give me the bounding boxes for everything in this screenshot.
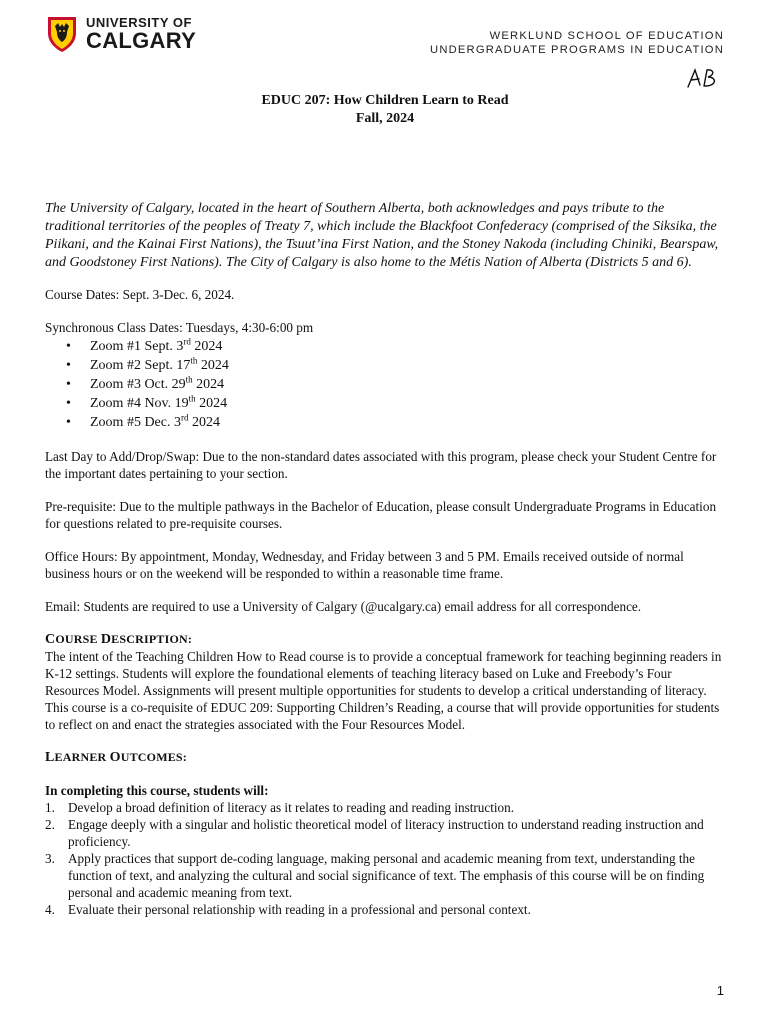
university-crest-icon [46, 15, 78, 53]
course-dates: Course Dates: Sept. 3-Dec. 6, 2024. [45, 287, 235, 302]
course-term: Fall, 2024 [355, 111, 415, 126]
last-day-add-drop: Last Day to Add/Drop/Swap: Due to the non-standard dates associated with this program, please check your Student Centre for the important dates pertaining to your section. [45, 449, 717, 481]
bullet-icon: • [66, 396, 71, 411]
bullet-icon: • [66, 339, 71, 354]
bullet-icon: • [66, 415, 71, 430]
logo-line-1: UNIVERSITY OF [86, 15, 192, 30]
school-name [430, 29, 724, 57]
course-title [0, 92, 770, 128]
page-number: 1 [716, 983, 724, 998]
school-line-1: WERKLUND SCHOOL OF EDUCATION [489, 30, 724, 42]
logo-line-2: CALGARY [86, 28, 197, 53]
prerequisite: Pre-requisite: Due to the multiple pathways in the Bachelor of Education, please consult Undergraduate Programs in Education for questions related to pre-requisite courses. [45, 499, 717, 531]
outcomes-lead: In completing this course, students will: [45, 783, 269, 798]
zoom-session-item: • Zoom #4 Nov. 19th 2024 [66, 393, 228, 411]
handwritten-initials [686, 67, 724, 89]
university-logo [46, 15, 196, 53]
sync-class-dates: Synchronous Class Dates: Tuesdays, 4:30-6:00 pm [45, 320, 314, 335]
zoom-session-item: • Zoom #2 Sept. 17th 2024 [66, 355, 229, 373]
outcome-item: 2. Engage deeply with a singular and holistic theoretical model of literacy instruction to understand reading instruction and proficiency. [45, 817, 704, 849]
course-title-line-1: EDUC 207: How Children Learn to Read [261, 93, 509, 108]
office-hours: Office Hours: By appointment, Monday, Wednesday, and Friday between 3 and 5 PM. Emails received outside of normal business hours or on the weekend will be responded to within a reasonable time frame. [45, 549, 684, 581]
zoom-session-item: • Zoom #1 Sept. 3rd 2024 [66, 336, 223, 354]
outcome-item: 1. Develop a broad definition of literacy as it relates to reading and reading instruction. [45, 800, 515, 815]
bullet-icon: • [66, 377, 71, 392]
course-description-heading: COURSE DESCRIPTION: [45, 632, 193, 647]
email-policy: Email: Students are required to use a University of Calgary (@ucalgary.ca) email address for all correspondence. [45, 599, 642, 614]
land-acknowledgement: The University of Calgary, located in the heart of Southern Alberta, both acknowledges and pays tribute to the traditional territories of the peoples of Treaty 7, which include the Blackfoot Confederacy (comprised of the Siksika, the Piikani, and the Kainai First Nations), the Tsuut’ina First Nation, and the Stoney Nakoda (including Chiniki, Bearspaw, and Goodstoney First Nations). The City of Calgary is also home to the Métis Nation of Alberta (Districts 5 and 6). [45, 201, 719, 270]
zoom-session-item: • Zoom #5 Dec. 3rd 2024 [66, 412, 220, 430]
zoom-session-list [45, 337, 725, 432]
zoom-session-item: • Zoom #3 Oct. 29th 2024 [66, 374, 225, 392]
outcome-item: 4. Evaluate their personal relationship with reading in a professional and personal context. [45, 902, 531, 917]
logo-wordmark [86, 16, 196, 52]
bullet-icon: • [66, 358, 71, 373]
course-description-body: The intent of the Teaching Children How to Read course is to provide a conceptual framework for teaching beginning readers in K-12 settings. Students will explore the foundational elements of teaching literacy based on Luke and Freebody’s Four Resources Model. Assignments will present multiple opportunities for students to develop a critical understanding of literacy. This course is a co-requisite of EDUC 209: Supporting Children’s Reading, a course that will provide opportunities for students to reflect on and enact the strategies associated with the Four Resources Model. [45, 649, 722, 732]
school-line-2: UNDERGRADUATE PROGRAMS IN EDUCATION [430, 44, 724, 56]
outcomes-list [45, 799, 725, 918]
document-body [45, 200, 725, 918]
learner-outcomes-heading: LEARNER OUTCOMES: [45, 750, 187, 765]
outcome-item: 3. Apply practices that support de-coding language, making personal and academic meaning from text, understanding the function of text, and analyzing the cultural and social significance of text. The emphasis of this course will be on finding personal and academic meaning from text. [45, 851, 705, 900]
